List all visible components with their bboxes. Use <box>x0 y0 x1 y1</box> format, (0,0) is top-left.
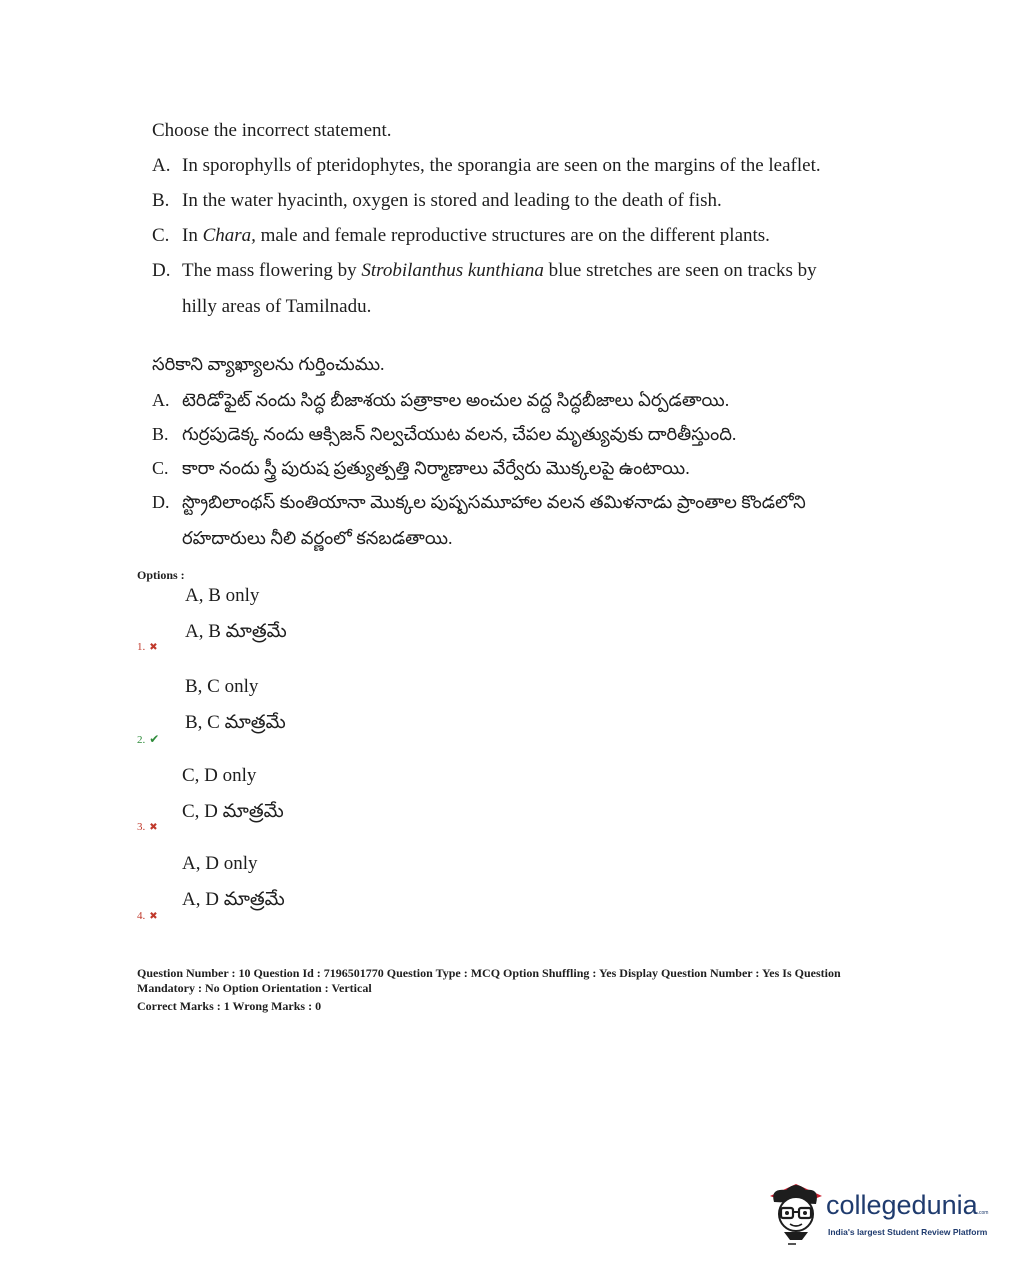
statement-text: గుర్రపుడెక్క నందు ఆక్సిజన్ నిల్వచేయుట వలన, చేపల మృత్యువుకు దారితీస్తుంది. <box>182 424 737 444</box>
statement-letter: C. <box>152 225 170 246</box>
cross-icon: ✖ <box>149 822 158 833</box>
question-meta-line3: Correct Marks : 1 Wrong Marks : 0 <box>137 999 322 1013</box>
statement-letter: D. <box>152 492 170 512</box>
statement-letter: B. <box>152 190 170 211</box>
statement-en-d-line2: hilly areas of Tamilnadu. <box>182 296 372 317</box>
option-text-te: C, D మాత్రమే <box>182 801 284 822</box>
cross-icon: ✖ <box>149 911 158 922</box>
logo-wordmark: collegedunia <box>826 1190 978 1220</box>
cross-icon: ✖ <box>149 642 158 653</box>
option-text-te: B, C మాత్రమే <box>185 712 286 733</box>
statement-letter: A. <box>152 390 170 410</box>
option-number <box>137 732 159 747</box>
option-number-label: 1. <box>137 641 146 653</box>
option-number-label: 4. <box>137 910 146 922</box>
option-text-te: A, D మాత్రమే <box>182 889 285 910</box>
option-text-en: C, D only <box>182 765 257 786</box>
collegedunia-logo <box>826 1190 988 1221</box>
option-text-en: A, B only <box>185 585 260 606</box>
option-number-label: 3. <box>137 821 146 833</box>
logo-tagline: India's largest Student Review Platform <box>828 1227 988 1237</box>
statement-text-italic: Chara, <box>202 225 256 246</box>
statement-letter: C. <box>152 458 169 478</box>
statement-letter: A. <box>152 155 171 176</box>
statement-en-d <box>152 260 817 282</box>
option-text-te: A, B మాత్రమే <box>185 621 287 642</box>
check-icon: ✔ <box>149 732 160 746</box>
statement-letter: B. <box>152 424 169 444</box>
option-number <box>137 641 158 653</box>
statement-letter: D. <box>152 260 171 281</box>
statement-te-d <box>152 492 806 517</box>
question-meta-line2: Mandatory : No Option Orientation : Vertical <box>137 981 372 995</box>
statement-text-post: male and female reproductive structures are on the different plants. <box>255 225 770 246</box>
statement-te-d-line2: రహదారులు నీలి వర్ణంలో కనబడతాయి. <box>182 528 453 548</box>
statement-en-c <box>152 225 770 247</box>
option-text-en: A, D only <box>182 853 258 874</box>
statement-text: స్ట్రొబిలాంథస్ కుంతియానా మొక్కల పుష్పసమూహాల వలన తమిళనాడు ప్రాంతాల కొండలోని <box>182 492 806 512</box>
statement-text-pre: The mass flowering by <box>182 260 362 281</box>
option-number <box>137 910 158 922</box>
logo-com: .com <box>977 1210 989 1216</box>
collegedunia-mascot-icon <box>766 1178 826 1248</box>
statement-text: టెరిడోఫైట్ నందు సిద్ధ బీజాశయ పత్రాకాల అంచుల వద్ద సిద్ధబీజాలు ఏర్పడతాయి. <box>182 390 730 410</box>
statement-text-post: blue stretches are seen on tracks by <box>543 260 817 281</box>
statement-te-a <box>152 390 729 415</box>
question-prompt-en: Choose the incorrect statement. <box>152 120 392 141</box>
options-label: Options : <box>137 568 185 582</box>
question-meta-line1: Question Number : 10 Question Id : 7196501770 Question Type : MCQ Option Shuffling : Yes Display Question Number : Yes Is Question <box>137 966 841 980</box>
option-number <box>137 821 158 833</box>
statement-text-pre: In <box>182 225 203 246</box>
option-text-en: B, C only <box>185 676 259 697</box>
statement-en-a <box>152 155 821 177</box>
statement-text: In sporophylls of pteridophytes, the sporangia are seen on the margins of the leaflet. <box>182 155 821 176</box>
statement-en-b <box>152 190 722 212</box>
statement-text: కారా నందు స్త్రీ పురుష ప్రత్యుత్పత్తి నిర్మాణాలు వేర్వేరు మొక్కలపై ఉంటాయి. <box>182 458 690 478</box>
statement-te-c <box>152 458 690 483</box>
question-prompt-te: సరికాని వ్యాఖ్యాలను గుర్తించుము. <box>152 354 385 374</box>
statement-text: In the water hyacinth, oxygen is stored and leading to the death of fish. <box>182 190 722 211</box>
statement-text-italic: Strobilanthus kunthiana <box>361 260 544 281</box>
option-number-label: 2. <box>137 734 146 746</box>
statement-te-b <box>152 424 736 449</box>
